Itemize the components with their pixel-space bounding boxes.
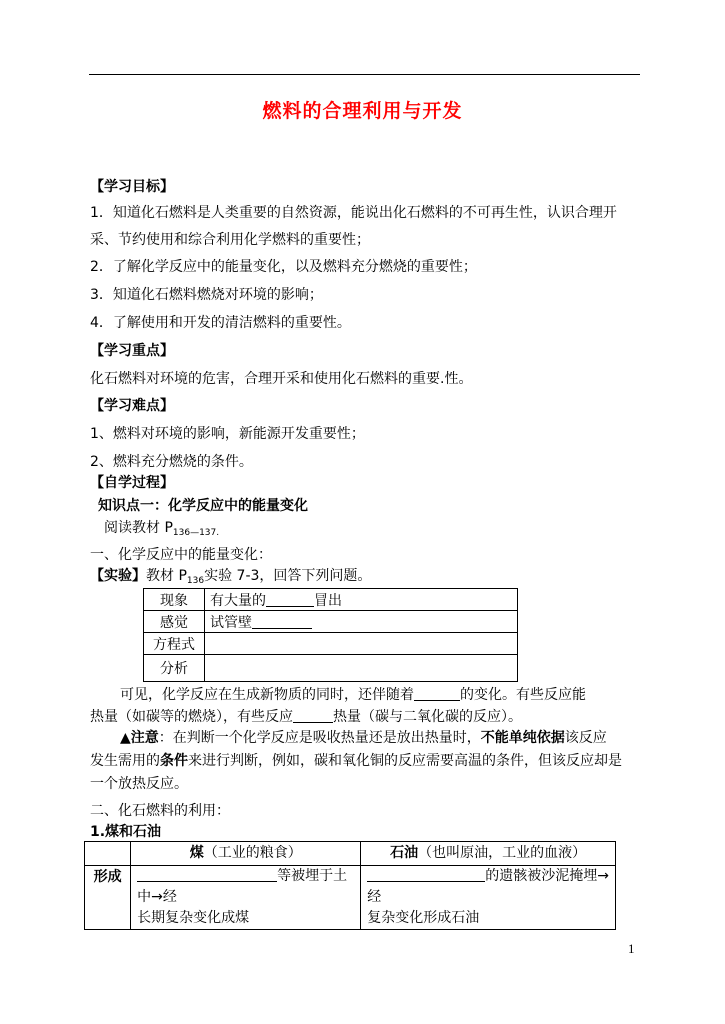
table-row [85,866,616,930]
part-one-heading: 一、化学反应中的能量变化： [90,547,272,563]
table-header-row [85,842,616,866]
row-value: 试管壁 [205,611,518,633]
part-two-heading: 二、化石燃料的利用： [90,803,230,819]
goal-item: 4．了解使用和开发的清洁燃料的重要性。 [90,315,351,331]
section-heading-goals: 【学习目标】 [90,179,174,195]
note-line: ▲注意：在判断一个化学反应是吸收热量还是放出热量时，不能单纯依据该反应 [120,730,607,746]
fill-blank [414,686,460,701]
row-label: 分析 [144,655,205,682]
experiment-table [143,588,518,682]
section-heading-difficulty: 【学习难点】 [90,398,174,414]
fill-blank [252,614,312,629]
row-value [205,655,518,682]
header-cell: 煤（工业的粮食） [131,842,361,866]
row-label: 形成 [85,866,131,930]
table-row [144,655,518,682]
paragraph-line: 可见，化学反应在生成新物质的同时，还伴随着 的变化。有些反应能 [120,687,586,703]
header-cell: 石油（也叫原油，工业的血液） [361,842,616,866]
reading-line: 阅读教材 $P_{136—137.}$ [104,520,220,538]
table-row [144,589,518,611]
knowledge-point-heading: 知识点一：化学反应中的能量变化 [98,498,308,514]
page-title: 燃料的合理利用与开发 [262,100,463,122]
coal-oil-table [84,841,616,930]
goal-item: 2．了解化学反应中的能量变化，以及燃料充分燃烧的重要性； [90,259,477,275]
oil-formation-cell: 的遗骸被沙泥掩埋→ 经 复杂变化形成石油 [361,866,616,930]
difficulty-item: 1、燃料对环境的影响，新能源开发重要性； [90,426,365,442]
difficulty-item: 2、燃料充分燃烧的条件。 [90,454,253,470]
fill-blank [137,867,277,882]
section-heading-self-study: 【自学过程】 [90,475,174,491]
header-cell [85,842,131,866]
goal-item: 3．知道化石燃料燃烧对环境的影响； [90,287,323,303]
row-label: 现象 [144,589,205,611]
subsection-heading: 1.煤和石油 [90,824,162,840]
goal-item: 1．知道化石燃料是人类重要的自然资源，能说出化石燃料的不可再生性，认识合理开 [90,205,617,221]
page-number: 1 [628,941,635,956]
header-rule [89,74,640,75]
fill-blank [367,867,485,882]
fill-blank [266,592,314,607]
row-value: 有大量的 冒出 [205,589,518,611]
fill-blank [293,708,333,723]
experiment-line: 【实验】教材 $P_{136}$实验 7-3，回答下列问题。 [90,568,372,586]
row-label: 方程式 [144,633,205,655]
goal-item-continued: 采、节约使用和综合利用化学燃料的重要性； [90,232,370,248]
note-line: 一个放热反应。 [90,776,188,792]
focus-text: 化石燃料对环境的危害，合理开采和使用化石燃料的重要.性。 [90,371,473,387]
paragraph-line: 热量（如碳等的燃烧），有些反应 热量（碳与二氧化碳的反应）。 [90,709,522,725]
table-row [144,633,518,655]
table-row [144,611,518,633]
coal-formation-cell: 等被埋于土 中→经 长期复杂变化成煤 [131,866,361,930]
note-line: 发生需用的条件来进行判断，例如，碳和氧化铜的反应需要高温的条件，但该反应却是 [90,753,622,769]
row-value [205,633,518,655]
row-label: 感觉 [144,611,205,633]
section-heading-focus: 【学习重点】 [90,343,174,359]
